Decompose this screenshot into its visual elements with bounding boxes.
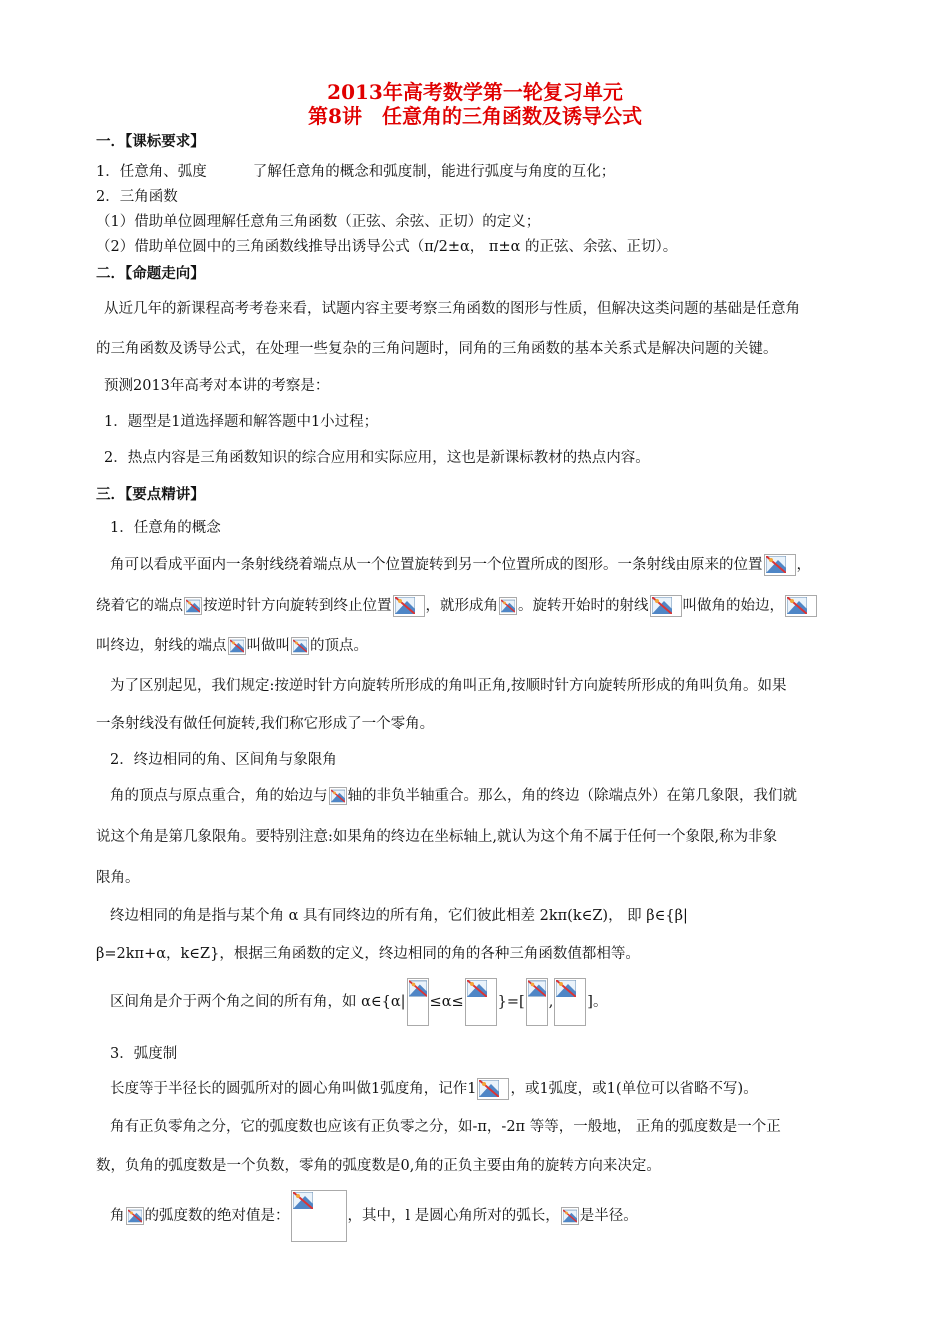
interval-angle-line: 区间角是介于两个角之间的所有角，如 α∈{α| ≤α≤ }=[ , ]。 [110, 978, 607, 1026]
radian-abs-line: 角 的弧度数的绝对值是： ，其中，l 是圆心角所对的弧长， 是半径。 [110, 1190, 638, 1242]
radian-line1: 长度等于半径长的圆弧所对的圆心角叫做1弧度角，记作1 ，或1弧度，或1(单位可以省略不写)。 [110, 1078, 758, 1100]
subsection-2-heading: 2．终边相同的角、区间角与象限角 [110, 752, 337, 768]
broken-image-icon [329, 787, 347, 805]
broken-image-icon [554, 978, 586, 1026]
broken-image-icon [126, 1207, 144, 1225]
angle-def-line2: 绕着它的端点 按逆时针方向旋转到终止位置 ，就形成角 。旋转开始时的射线 叫做角的始边， [96, 595, 818, 617]
page-title-line1: 2013年高考数学第一轮复习单元 [327, 80, 623, 104]
broken-image-icon [499, 597, 517, 615]
broken-image-icon [526, 978, 548, 1026]
broken-image-icon [477, 1078, 509, 1100]
req-item-2: 2．三角函数 [96, 189, 178, 205]
subsection-1-heading: 1．任意角的概念 [110, 520, 221, 536]
radian-line2: 角有正负零角之分，它的弧度数也应该有正负零之分，如-π，-2π 等等，一般地， 正角的弧度数是一个正 [110, 1119, 781, 1135]
angle-def-line3: 叫终边，射线的端点 叫做叫 的顶点。 [96, 638, 368, 654]
trend-para-4: 2．热点内容是三角函数知识的综合应用和实际应用，这也是新课标教材的热点内容。 [104, 450, 650, 466]
trend-para-1a: 从近几年的新课程高考考卷来看，试题内容主要考察三角函数的图形与性质，但解决这类问题的基础是任意角 [104, 301, 800, 317]
req-item-3: （1）借助单位圆理解任意角三角函数（正弦、余弦、正切）的定义； [96, 214, 541, 230]
angle-sign-para-a: 为了区别起见，我们规定:按逆时针方向旋转所形成的角叫正角,按顺时针方向旋转所形成的角叫负角。如果 [110, 678, 787, 694]
quadrant-line1: 角的顶点与原点重合，角的始边与 轴的非负半轴重合。那么，角的终边（除端点外）在第几象限，我们就 [110, 788, 797, 804]
page-title-line2: 第8讲 任意角的三角函数及诱导公式 [308, 104, 642, 128]
broken-image-icon [184, 597, 202, 615]
req-item-1: 1．任意角、弧度 了解任意角的概念和弧度制，能进行弧度与角度的互化； [96, 164, 616, 180]
broken-image-icon [465, 978, 497, 1026]
trend-para-2: 预测2013年高考对本讲的考察是： [104, 378, 330, 394]
broken-image-icon [785, 595, 817, 617]
broken-image-icon [291, 1190, 347, 1242]
broken-image-icon [407, 978, 429, 1026]
section1-heading: 一．【课标要求】 [96, 133, 205, 150]
coterminal-line2: β=2kπ+α，k∈Z}，根据三角函数的定义，终边相同的角的各种三角函数值都相等。 [96, 946, 640, 962]
trend-para-3: 1．题型是1道选择题和解答题中1小过程； [104, 414, 379, 430]
broken-image-icon [764, 554, 796, 576]
radian-line3: 数，负角的弧度数是一个负数，零角的弧度数是0,角的正负主要由角的旋转方向来决定。 [96, 1158, 661, 1174]
quadrant-line3: 限角。 [96, 870, 140, 886]
angle-sign-para-b: 一条射线没有做任何旋转,我们称它形成了一个零角。 [96, 716, 435, 732]
subsection-3-heading: 3．弧度制 [110, 1046, 178, 1062]
req-item-4: （2）借助单位圆中的三角函数线推导出诱导公式（π/2±α， π±α 的正弦、余弦、正切）。 [96, 239, 678, 255]
broken-image-icon [291, 637, 309, 655]
quadrant-line2: 说这个角是第几象限角。要特别注意:如果角的终边在坐标轴上,就认为这个角不属于任何一个象限,称为非象 [96, 829, 778, 845]
broken-image-icon [561, 1207, 579, 1225]
section2-heading: 二．【命题走向】 [96, 265, 205, 282]
section3-heading: 三．【要点精讲】 [96, 486, 205, 503]
broken-image-icon [228, 637, 246, 655]
broken-image-icon [650, 595, 682, 617]
broken-image-icon [393, 595, 425, 617]
trend-para-1b: 的三角函数及诱导公式，在处理一些复杂的三角问题时，同角的三角函数的基本关系式是解决问题的关键。 [96, 341, 778, 357]
coterminal-line1: 终边相同的角是指与某个角 α 具有同终边的所有角，它们彼此相差 2kπ(k∈Z)， 即 β∈{β| [110, 908, 688, 924]
angle-def-line1: 角可以看成平面内一条射线绕着端点从一个位置旋转到另一个位置所成的图形。一条射线由原来的位置 ， [110, 554, 811, 576]
